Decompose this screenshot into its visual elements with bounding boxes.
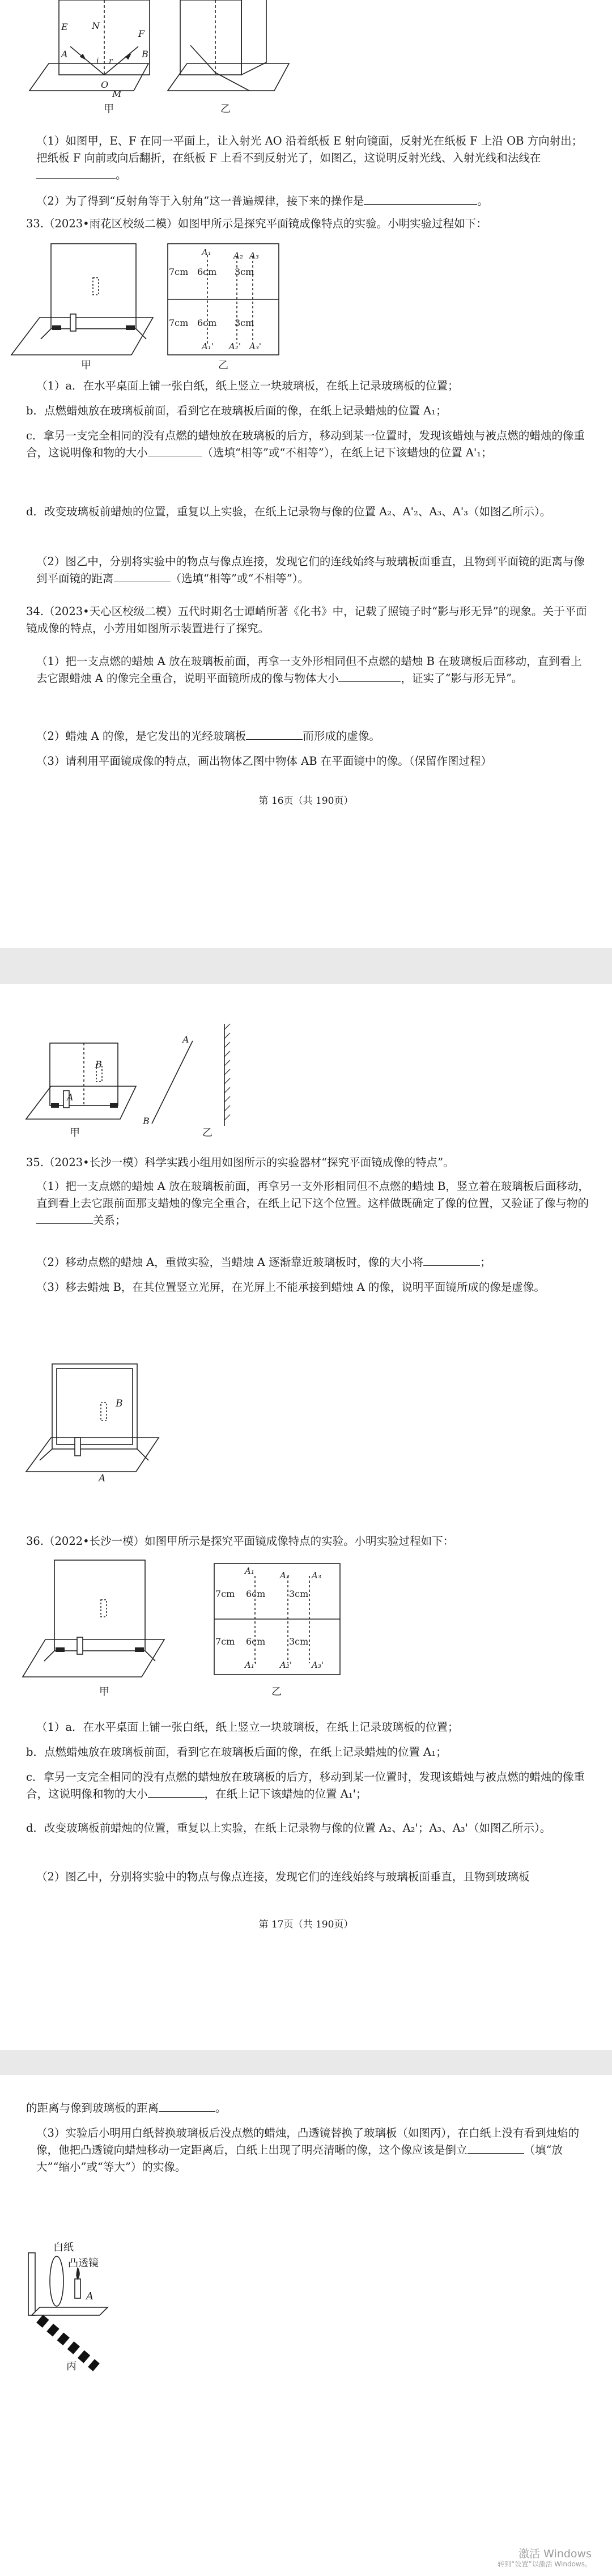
q34-fig-A-yi: A: [182, 1034, 189, 1045]
q36-grid-3cm-bot: 3cm: [289, 1636, 309, 1647]
q36-grid-A3p: A₃': [312, 1660, 324, 1670]
q36-apparatus-figure: [0, 1560, 193, 1685]
q36-grid-A2p: A₂': [280, 1660, 292, 1670]
q33-step-b: b．点燃蜡烛放在玻璃板前面，看到它在玻璃板后面的像，在纸上记录蜡烛的位置 A₁；: [26, 404, 447, 417]
label-E: E: [61, 22, 68, 32]
q36-part2: （2）图乙中，分别将实验中的物点与像点连接，发现它们的连线始终与玻璃板面垂直，且物到玻璃板: [36, 1870, 530, 1883]
label-r: r: [109, 57, 113, 66]
q36-grid-7cm-bot: 7cm: [215, 1636, 235, 1647]
q33-grid-A2: A₂: [233, 251, 243, 261]
q33-grid-7cm-bot: 7cm: [169, 317, 189, 328]
white-paper-screen: [28, 2253, 35, 2315]
q33-step-a: （1）a．在水平桌面上铺一张白纸，纸上竖立一块玻璃板，在纸上记录玻璃板的位置；: [36, 379, 459, 392]
q36-grid-6cm-top: 6cm: [246, 1588, 266, 1599]
candle-a: [75, 2279, 80, 2298]
q32-part1: （1）如图甲，E、F 在同一平面上，让入射光 AO 沿着纸板 E 射向镜面，反射光在纸板 F 上沿 OB 方向射出；把纸板 F 向前或向后翻折，在纸板 F 上看不到反射光了，如图乙，这说明反射光线、入射光线和法线在。: [36, 134, 583, 181]
q33-grid-A2p: A₂': [229, 341, 241, 351]
q33-grid-6cm-top: 6cm: [197, 266, 217, 277]
q34-part3: （3）请利用平面镜成像的特点，画出物体乙图中物体 AB 在平面镜中的像。（保留作图过程）: [36, 755, 492, 768]
q34-title: 34.（2023•天心区校级二模）五代时期名士谭峭所著《化书》中，记载了照镜子时“影与形无异”的现象。关于平面镜成像的特点，小芳用如图所示装置进行了探究。: [26, 605, 587, 635]
page-18: [0, 2075, 612, 2576]
q33-grid-figure: [168, 244, 281, 355]
q34-fig-yi: 乙: [202, 1127, 212, 1139]
q36-title: 36.（2022•长沙一模）如图甲所示是探究平面镜成像特点的实验。小明实验过程如下：: [26, 1535, 454, 1548]
q35-part2: （2）移动点燃的蜡烛 A，重做实验，当蜡烛 A 逐渐靠近玻璃板时，像的大小将 ；: [36, 1254, 593, 1271]
q35-title: 35.（2023•长沙一模）科学实践小组用如图所示的实验器材“探究平面镜成像的特点”。: [26, 1156, 454, 1169]
q36-grid-A1: A₁: [245, 1566, 254, 1576]
fig-label-jia: 甲: [104, 103, 114, 115]
label-i: i: [96, 57, 99, 66]
q33-grid-7cm-top: 7cm: [169, 266, 189, 277]
activate-windows-title: 激活 Windows: [518, 2548, 592, 2560]
q34-part2: （2）蜡烛 A 的像，是它发出的光经玻璃板 而形成的虚像。: [36, 728, 593, 745]
q33-part2: （2）图乙中，分别将实验中的物点与像点连接，发现它们的连线始终与玻璃板面垂直，且物到平面镜的距离与像到平面镜的距离 （选填“相等”或“不相等”）。: [36, 555, 585, 585]
q33-grid-A1p: A₁': [202, 341, 214, 351]
fig-white-paper-label: 白纸: [53, 2242, 74, 2253]
q33-step-d: d．改变玻璃板前蜡烛的位置，重复以上实验，在纸上记录物与像的位置 A₂、A'₂、A₃、A'₃（如图乙所示）。: [26, 505, 551, 518]
label-A: A: [61, 49, 68, 60]
q33-grid-A3p: A₃': [249, 341, 261, 351]
fig-candle-A-label: A: [86, 2290, 94, 2302]
incident-ray: [70, 46, 104, 75]
q36-step-b: b．点燃蜡烛放在玻璃板前面，看到它在玻璃板后面的像，在纸上记录蜡烛的位置 A₁；: [26, 1745, 447, 1759]
convex-lens: [50, 2256, 63, 2306]
fig-label-yi: 乙: [220, 103, 231, 115]
q36-step-d: d．改变玻璃板前蜡烛的位置，重复以上实验，在纸上记录物与像的位置 A₂、A₂'；A₃、A₃'（如图乙所示）。: [26, 1821, 551, 1834]
q34-fig-jia: 甲: [70, 1127, 80, 1139]
q35-fig-B: B: [116, 1398, 123, 1409]
q33-grid-A1: A₁: [202, 247, 211, 257]
mirror-plane-jia: [29, 63, 148, 91]
page-17: [0, 984, 612, 2050]
q35-fig-A: A: [99, 1473, 106, 1484]
fig-bing-label: 丙: [66, 2361, 76, 2372]
label-N: N: [92, 20, 100, 31]
q33-title: 33.（2023•雨花区校级二模）如图甲所示是探究平面镜成像特点的实验。小明实验过程如下：: [26, 217, 487, 230]
q35-part3: （3）移去蜡烛 B，在其位置竖立光屏，在光屏上不能承接到蜡烛 A 的像，说明平面镜所成的像是虚像。: [36, 1281, 545, 1294]
label-F: F: [138, 28, 145, 39]
q33-grid-6cm-bot: 6cm: [197, 317, 217, 328]
q33-fig-yi: 乙: [218, 359, 228, 371]
label-B: B: [142, 49, 148, 60]
label-O: O: [101, 79, 109, 90]
page-16: [0, 0, 612, 948]
q35-part1: （1）把一支点燃的蜡烛 A 放在玻璃板前面，再拿另一支外形相同但不点燃的蜡烛 B，竖立着在玻璃板后面移动，直到看上去它跟前面那支蜡烛的像完全重合，在纸上记下这个位置。这样做既确定了像的位置，又验证了像与物的关系；: [36, 1180, 589, 1227]
mirror-plane-yi: [168, 63, 289, 91]
q36-grid-6cm-bot: 6cm: [246, 1636, 266, 1647]
q34-fig-B-yi: B: [143, 1116, 150, 1126]
q35-figure: [0, 1353, 227, 1506]
q36-grid-A1p: A₁': [245, 1660, 257, 1670]
q36-part2-cont: 的距离与像到玻璃板的距离 。: [26, 2100, 593, 2117]
q36-fig-yi: 乙: [271, 1686, 282, 1698]
label-M: M: [112, 88, 122, 99]
q36-grid-A2: A₂: [280, 1570, 290, 1581]
q34-figure: [0, 1024, 283, 1166]
q33-fig-jia: 甲: [81, 359, 91, 371]
q36-step-a: （1）a．在水平桌面上铺一张白纸，纸上竖立一块玻璃板，在纸上记录玻璃板的位置；: [36, 1721, 459, 1734]
activate-windows-hint: 转到“设置”以激活 Windows。: [498, 2560, 592, 2568]
fig-lens-label: 凸透镜: [68, 2257, 99, 2269]
q36-grid-7cm-top: 7cm: [215, 1588, 235, 1599]
reflection-figure: [0, 0, 612, 119]
q33-step-c: c．拿另一支完全相同的没有点燃的蜡烛放在玻璃板的后方，移动到某一位置时，发现该蜡烛与被点燃的蜡烛的像重合，这说明像和物的大小 （选填“相等”或“不相等”），在纸上记下该蜡烛的位置 A'₁；: [26, 429, 585, 459]
q36-step-c: c．拿另一支完全相同的没有点燃的蜡烛放在玻璃板的后方，移动到某一位置时，发现该蜡烛与被点燃的蜡烛的像重合，这说明像和物的大小 ，在纸上记下该蜡烛的位置 A₁'；: [26, 1770, 585, 1800]
q33-grid-3cm-bot: 3cm: [235, 317, 254, 328]
q36-fig-jia: 甲: [99, 1686, 109, 1698]
q33-grid-A3: A₃: [249, 251, 259, 261]
page-footer-16: 第 16页（共 190页）: [258, 795, 354, 807]
q34-fig-B-jia: B: [95, 1059, 102, 1070]
q36-grid-A3: A₃: [312, 1570, 321, 1581]
q34-fig-A-jia: A: [67, 1092, 74, 1103]
q32-part2: （2）为了得到“反射角等于入射角”这一普遍规律，接下来的操作是 。: [36, 193, 593, 210]
q33-grid-3cm-top: 3cm: [235, 266, 254, 277]
q36-part3: （3）实验后小明用白纸替换玻璃板后没点燃的蜡烛，凸透镜替换了玻璃板（如图丙），在白纸上没有看到烛焰的像，他把凸透镜向蜡烛移动一定距离后，白纸上出现了明亮清晰的像，这个像应该是倒立 （填“放大”“缩小”或“等大”）的实像。: [36, 2126, 580, 2174]
page-footer-17: 第 17页（共 190页）: [258, 1919, 354, 1930]
q36-grid-3cm-top: 3cm: [289, 1588, 309, 1599]
q34-part1: （1）把一支点燃的蜡烛 A 放在玻璃板前面，再拿一支外形相同但不点燃的蜡烛 B 在玻璃板后面移动，直到看上去它跟蜡烛 A 的像完全重合，说明平面镜所成的像与物体大小 ，证实了“影与形无异”。: [36, 655, 582, 685]
